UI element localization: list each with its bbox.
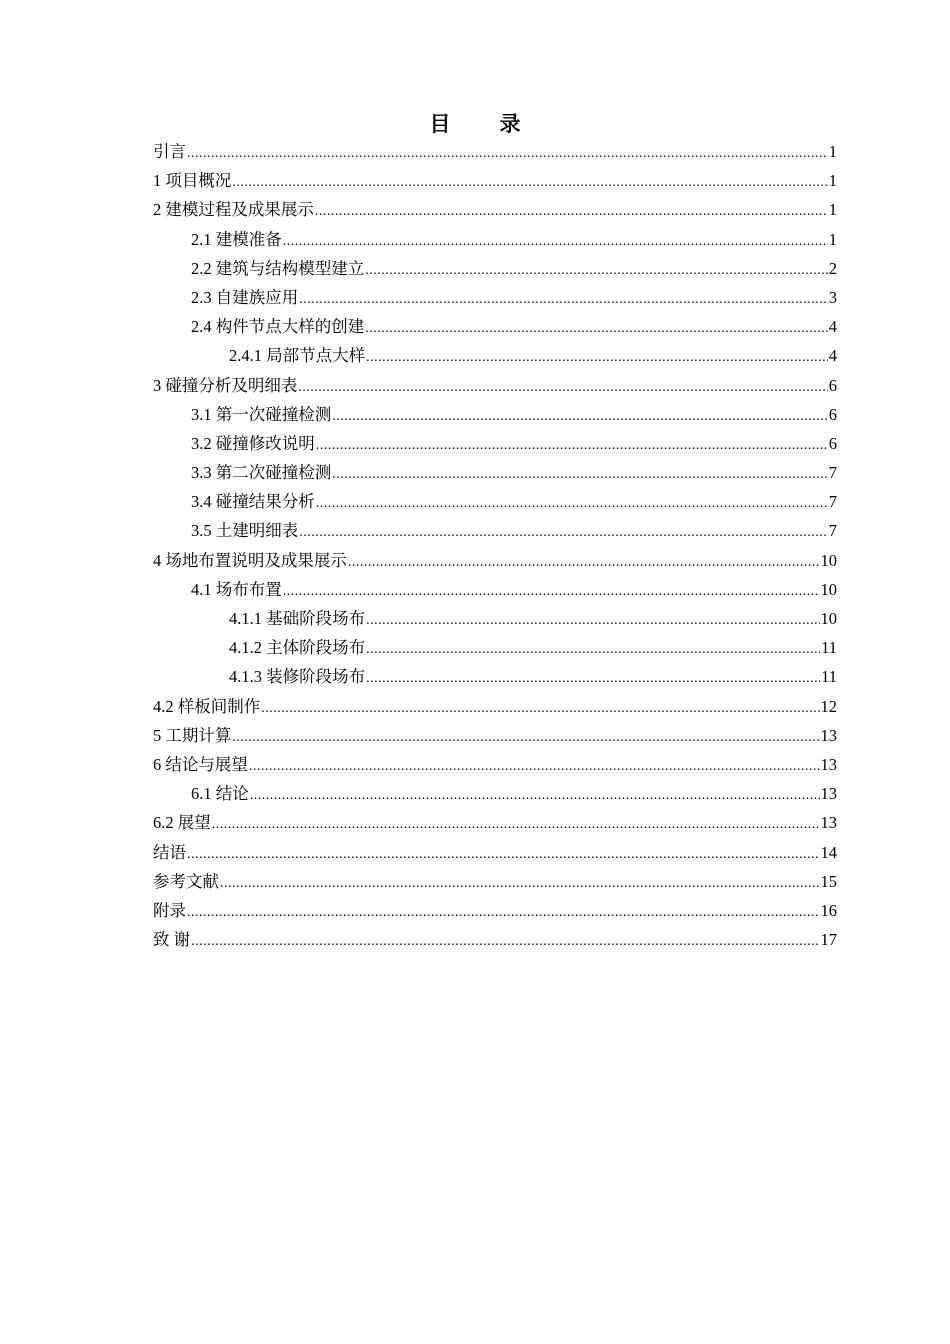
toc-entry-page-number: 13 [820, 725, 837, 745]
toc-entry-label: 2.2 建筑与结构模型建立 [191, 258, 365, 278]
toc-list [153, 137, 837, 954]
toc-entry-label: 4.1 场布布置 [191, 579, 282, 599]
toc-entry-label: 附录 [153, 900, 186, 920]
toc-entry[interactable] [153, 400, 837, 429]
toc-entry[interactable] [153, 779, 837, 808]
toc-entry-page-number: 14 [820, 842, 837, 862]
toc-entry[interactable] [153, 896, 837, 925]
toc-entry[interactable] [153, 283, 837, 312]
toc-dot-leader [232, 723, 819, 752]
toc-entry-page-number: 13 [820, 754, 837, 774]
toc-entry-label: 4.1.1 基础阶段场布 [229, 609, 366, 628]
toc-entry-label: 6 结论与展望 [153, 754, 248, 774]
toc-entry[interactable] [153, 371, 837, 400]
toc-entry[interactable] [153, 546, 837, 575]
toc-entry[interactable] [153, 662, 837, 691]
toc-dot-leader [220, 869, 820, 898]
toc-dot-leader [191, 927, 819, 956]
toc-entry-label: 4 场地布置说明及成果展示 [153, 550, 347, 570]
toc-entry-page-number: 11 [821, 638, 837, 658]
toc-dot-leader [187, 898, 820, 927]
toc-dot-leader [250, 781, 820, 810]
toc-entry-label: 2.4 构件节点大样的创建 [191, 317, 365, 337]
toc-entry[interactable] [153, 429, 837, 458]
toc-entry-label: 2 建模过程及成果展示 [153, 200, 314, 220]
toc-entry-page-number: 2 [828, 258, 837, 278]
toc-entry-page-number: 7 [828, 492, 837, 512]
toc-entry-page-number: 10 [820, 579, 837, 599]
toc-entry[interactable] [153, 254, 837, 283]
toc-entry-page-number: 7 [828, 463, 837, 483]
toc-entry[interactable] [153, 604, 837, 633]
toc-entry-page-number: 11 [821, 667, 837, 687]
toc-dot-leader [298, 373, 827, 402]
toc-entry[interactable] [153, 575, 837, 604]
toc-entry-page-number: 10 [820, 550, 837, 570]
toc-entry-label: 3.1 第一次碰撞检测 [191, 404, 332, 424]
toc-entry-label: 4.1.2 主体阶段场布 [229, 638, 366, 658]
toc-entry-page-number: 4 [828, 317, 837, 337]
toc-entry[interactable] [153, 166, 837, 195]
toc-entry[interactable] [153, 721, 837, 750]
toc-entry[interactable] [153, 487, 837, 516]
toc-dot-leader [365, 314, 828, 343]
toc-dot-leader [212, 810, 820, 839]
toc-dot-leader [261, 694, 819, 723]
toc-entry-label: 2.1 建模准备 [191, 229, 282, 249]
toc-entry-label: 2.3 自建族应用 [191, 287, 299, 307]
toc-dot-leader [332, 460, 828, 489]
toc-entry-page-number: 17 [820, 930, 837, 950]
toc-entry-label: 引言 [153, 142, 186, 161]
toc-entry-label: 1 项目概况 [153, 171, 232, 191]
toc-dot-leader [316, 431, 828, 460]
toc-dot-leader [366, 606, 819, 635]
toc-entry-label: 6.1 结论 [191, 784, 249, 804]
toc-dot-leader [232, 168, 827, 197]
toc-entry[interactable] [153, 692, 837, 721]
toc-entry-page-number: 15 [820, 871, 837, 891]
toc-dot-leader [366, 635, 820, 664]
toc-entry[interactable] [153, 750, 837, 779]
toc-entry[interactable] [153, 137, 837, 166]
toc-entry-label: 2.4.1 局部节点大样 [229, 346, 366, 366]
toc-dot-leader [187, 139, 828, 168]
toc-entry-page-number: 1 [828, 171, 837, 191]
toc-entry-label: 4.1.3 装修阶段场布 [229, 667, 366, 687]
toc-dot-leader [348, 548, 820, 577]
toc-entry[interactable] [153, 516, 837, 545]
toc-entry-page-number: 10 [820, 609, 837, 628]
toc-entry[interactable] [153, 225, 837, 254]
toc-entry-label: 结语 [153, 842, 186, 862]
toc-entry-label: 3.4 碰撞结果分析 [191, 492, 315, 512]
toc-entry-label: 3.5 土建明细表 [191, 521, 299, 541]
toc-entry[interactable] [153, 808, 837, 837]
toc-entry-label: 3.2 碰撞修改说明 [191, 433, 315, 453]
toc-dot-leader [332, 402, 828, 431]
toc-entry-page-number: 1 [828, 142, 837, 161]
toc-dot-leader [366, 343, 828, 372]
toc-dot-leader [299, 285, 828, 314]
toc-entry-page-number: 13 [820, 813, 837, 833]
toc-entry-label: 参考文献 [153, 871, 219, 891]
toc-entry-page-number: 4 [828, 346, 837, 366]
toc-entry[interactable] [153, 633, 837, 662]
toc-entry-page-number: 1 [828, 200, 837, 220]
toc-entry-page-number: 16 [820, 900, 837, 920]
toc-dot-leader [283, 577, 820, 606]
toc-dot-leader [315, 197, 828, 226]
toc-entry[interactable] [153, 195, 837, 224]
toc-entry-page-number: 13 [820, 784, 837, 804]
toc-entry-label: 致 谢 [153, 930, 191, 950]
toc-entry-label: 3 碰撞分析及明细表 [153, 375, 298, 395]
toc-entry-page-number: 12 [820, 696, 837, 716]
toc-title: 目 录 [429, 112, 535, 136]
toc-entry-label: 5 工期计算 [153, 725, 232, 745]
toc-entry-label: 6.2 展望 [153, 813, 211, 833]
toc-entry-page-number: 6 [828, 404, 837, 424]
toc-dot-leader [249, 752, 820, 781]
toc-entry[interactable] [153, 312, 837, 341]
toc-dot-leader [283, 227, 828, 256]
toc-entry-label: 4.2 样板间制作 [153, 696, 261, 716]
toc-dot-leader [299, 518, 828, 547]
toc-entry[interactable] [153, 458, 837, 487]
toc-entry-page-number: 3 [828, 287, 837, 307]
toc-entry-page-number: 1 [828, 229, 837, 249]
toc-entry[interactable] [153, 838, 837, 867]
toc-entry[interactable] [153, 925, 837, 954]
toc-dot-leader [365, 256, 828, 285]
toc-entry[interactable] [153, 341, 837, 370]
toc-entry-page-number: 6 [828, 375, 837, 395]
toc-entry[interactable] [153, 867, 837, 896]
toc-dot-leader [187, 840, 820, 869]
toc-entry-label: 3.3 第二次碰撞检测 [191, 463, 332, 483]
toc-dot-leader [366, 664, 820, 693]
toc-dot-leader [316, 489, 828, 518]
toc-entry-page-number: 7 [828, 521, 837, 541]
toc-entry-page-number: 6 [828, 433, 837, 453]
